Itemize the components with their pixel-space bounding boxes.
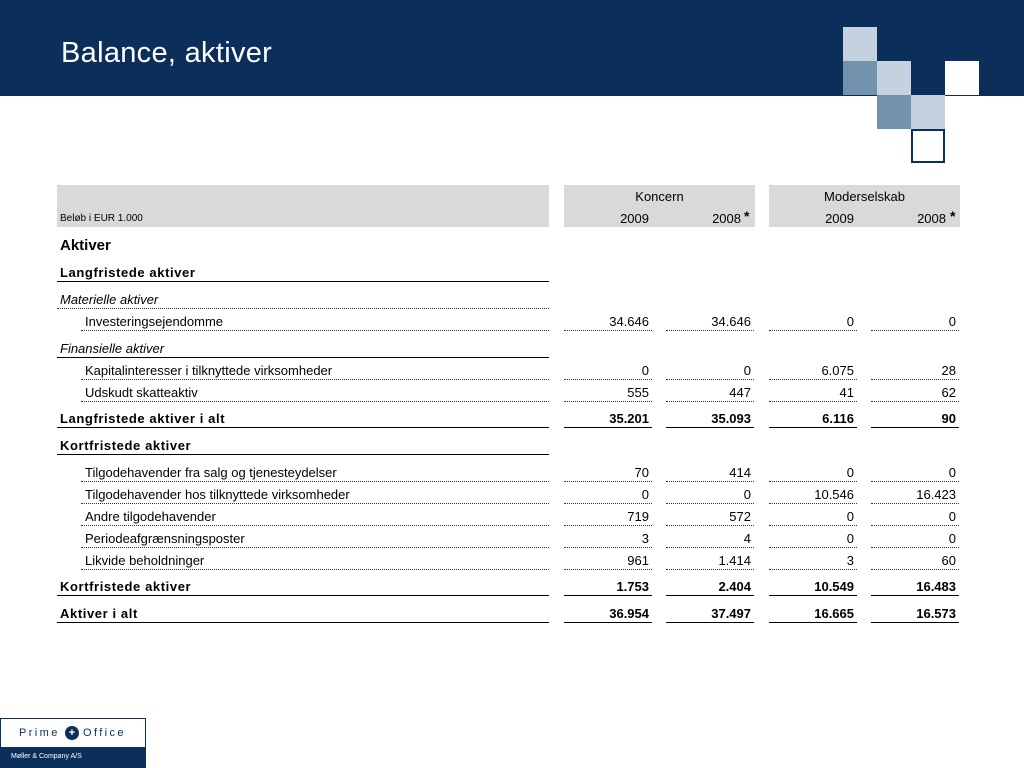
footnote-mark: * bbox=[950, 208, 956, 224]
logo-text-right: Office bbox=[83, 727, 126, 739]
row-label: Kapitalinteresser i tilknyttede virksomheder bbox=[85, 363, 333, 378]
cell-value: 2.404 bbox=[718, 579, 751, 594]
cell-value: 34.646 bbox=[711, 314, 751, 329]
row-rule bbox=[666, 401, 754, 402]
row-rule bbox=[666, 525, 754, 526]
year-header: 2009 bbox=[620, 211, 649, 226]
row-rule bbox=[57, 357, 549, 358]
row-rule bbox=[769, 481, 857, 482]
row-rule bbox=[666, 379, 754, 380]
cell-value: 0 bbox=[846, 509, 854, 524]
cell-value: 0 bbox=[846, 531, 854, 546]
row-rule bbox=[564, 595, 652, 596]
cell-value: 0 bbox=[846, 465, 854, 480]
unit-label: Beløb i EUR 1.000 bbox=[60, 213, 143, 224]
company-logo bbox=[0, 718, 146, 768]
plus-icon: + bbox=[65, 726, 79, 740]
group-header-koncern: Koncern bbox=[635, 189, 684, 204]
group-header-moderselskab: Moderselskab bbox=[824, 189, 905, 204]
cell-value: 0 bbox=[641, 487, 649, 502]
cell-value: 961 bbox=[627, 553, 649, 568]
row-rule bbox=[81, 330, 549, 331]
row-rule bbox=[57, 454, 549, 455]
row-rule bbox=[81, 379, 549, 380]
row-rule bbox=[564, 427, 652, 428]
decor-square bbox=[911, 95, 945, 129]
row-rule bbox=[666, 330, 754, 331]
cell-value: 1.753 bbox=[616, 579, 649, 594]
group-title: Kortfristede aktiver bbox=[60, 438, 192, 453]
cell-value: 555 bbox=[627, 385, 649, 400]
cell-value: 28 bbox=[941, 363, 956, 378]
row-label: Andre tilgodehavender bbox=[85, 509, 216, 524]
row-rule bbox=[666, 481, 754, 482]
decor-square-outline bbox=[911, 129, 945, 163]
row-rule bbox=[564, 503, 652, 504]
row-rule bbox=[769, 427, 857, 428]
row-rule bbox=[57, 427, 549, 428]
row-label: Tilgodehavender hos tilknyttede virksomheder bbox=[85, 487, 350, 502]
row-rule bbox=[871, 481, 959, 482]
row-rule bbox=[769, 595, 857, 596]
row-rule bbox=[564, 379, 652, 380]
row-rule bbox=[81, 401, 549, 402]
group-title: Langfristede aktiver bbox=[60, 265, 196, 280]
row-rule bbox=[564, 622, 652, 623]
row-rule bbox=[564, 330, 652, 331]
cell-value: 6.116 bbox=[822, 411, 854, 426]
cell-value: 0 bbox=[948, 465, 956, 480]
row-label: Aktiver i alt bbox=[60, 606, 138, 621]
row-rule bbox=[666, 427, 754, 428]
cell-value: 1.414 bbox=[718, 553, 751, 568]
cell-value: 10.549 bbox=[814, 579, 854, 594]
row-rule bbox=[769, 401, 857, 402]
row-rule bbox=[57, 308, 549, 309]
row-rule bbox=[666, 569, 754, 570]
cell-value: 414 bbox=[729, 465, 751, 480]
row-rule bbox=[871, 503, 959, 504]
decor-square bbox=[843, 27, 877, 61]
cell-value: 447 bbox=[729, 385, 751, 400]
logo-subtitle: Møller & Company A/S bbox=[11, 753, 82, 760]
decor-square bbox=[843, 61, 877, 95]
cell-value: 3 bbox=[846, 553, 854, 568]
cell-value: 16.665 bbox=[814, 606, 854, 621]
cell-value: 719 bbox=[627, 509, 649, 524]
row-rule bbox=[871, 525, 959, 526]
logo-text-left: Prime bbox=[19, 727, 60, 739]
row-rule bbox=[564, 569, 652, 570]
cell-value: 35.201 bbox=[609, 411, 649, 426]
row-rule bbox=[81, 569, 549, 570]
row-rule bbox=[564, 547, 652, 548]
page-title: Balance, aktiver bbox=[61, 37, 273, 69]
decor-square bbox=[945, 61, 979, 95]
cell-value: 0 bbox=[846, 314, 854, 329]
cell-value: 16.483 bbox=[916, 579, 956, 594]
decor-square bbox=[877, 95, 911, 129]
cell-value: 16.573 bbox=[916, 606, 956, 621]
row-rule bbox=[871, 401, 959, 402]
row-rule bbox=[666, 503, 754, 504]
cell-value: 36.954 bbox=[609, 606, 649, 621]
row-rule bbox=[81, 525, 549, 526]
row-rule bbox=[769, 547, 857, 548]
row-rule bbox=[871, 427, 959, 428]
subgroup-title: Materielle aktiver bbox=[60, 292, 159, 307]
row-rule bbox=[564, 481, 652, 482]
row-label: Udskudt skatteaktiv bbox=[85, 385, 198, 400]
row-rule bbox=[564, 401, 652, 402]
cell-value: 6.075 bbox=[821, 363, 854, 378]
row-label: Likvide beholdninger bbox=[85, 553, 205, 568]
cell-value: 10.546 bbox=[814, 487, 854, 502]
subgroup-title: Finansielle aktiver bbox=[60, 341, 165, 356]
cell-value: 70 bbox=[634, 465, 649, 480]
row-rule bbox=[564, 525, 652, 526]
row-rule bbox=[666, 547, 754, 548]
cell-value: 0 bbox=[641, 363, 649, 378]
logo-top bbox=[1, 719, 145, 747]
cell-value: 16.423 bbox=[916, 487, 956, 502]
decor-square bbox=[877, 61, 911, 95]
row-rule bbox=[769, 330, 857, 331]
cell-value: 90 bbox=[941, 411, 956, 426]
cell-value: 0 bbox=[743, 363, 751, 378]
year-header: 2008 bbox=[917, 211, 946, 226]
row-rule bbox=[871, 569, 959, 570]
cell-value: 0 bbox=[948, 314, 956, 329]
row-label: Langfristede aktiver i alt bbox=[60, 411, 226, 426]
cell-value: 34.646 bbox=[609, 314, 649, 329]
cell-value: 3 bbox=[641, 531, 649, 546]
row-rule bbox=[666, 595, 754, 596]
row-rule bbox=[871, 595, 959, 596]
cell-value: 0 bbox=[743, 487, 751, 502]
row-rule bbox=[769, 503, 857, 504]
cell-value: 0 bbox=[948, 531, 956, 546]
cell-value: 35.093 bbox=[711, 411, 751, 426]
row-label: Kortfristede aktiver bbox=[60, 579, 192, 594]
cell-value: 4 bbox=[743, 531, 751, 546]
cell-value: 41 bbox=[839, 385, 854, 400]
row-label: Investeringsejendomme bbox=[85, 314, 224, 329]
row-rule bbox=[769, 622, 857, 623]
cell-value: 62 bbox=[941, 385, 956, 400]
year-header: 2008 bbox=[712, 211, 741, 226]
row-rule bbox=[81, 481, 549, 482]
row-rule bbox=[57, 622, 549, 623]
row-rule bbox=[57, 595, 549, 596]
section-title: Aktiver bbox=[60, 237, 111, 254]
year-header: 2009 bbox=[825, 211, 854, 226]
row-rule bbox=[769, 379, 857, 380]
row-rule bbox=[666, 622, 754, 623]
cell-value: 0 bbox=[948, 509, 956, 524]
cell-value: 60 bbox=[941, 553, 956, 568]
row-rule bbox=[81, 503, 549, 504]
footnote-mark: * bbox=[744, 208, 750, 224]
cell-value: 37.497 bbox=[711, 606, 751, 621]
row-rule bbox=[769, 525, 857, 526]
row-label: Tilgodehavender fra salg og tjenesteydelser bbox=[85, 465, 337, 480]
cell-value: 572 bbox=[729, 509, 751, 524]
row-rule bbox=[871, 379, 959, 380]
row-rule bbox=[871, 330, 959, 331]
row-rule bbox=[769, 569, 857, 570]
row-label: Periodeafgrænsningsposter bbox=[85, 531, 245, 546]
row-rule bbox=[57, 281, 549, 282]
row-rule bbox=[81, 547, 549, 548]
row-rule bbox=[871, 622, 959, 623]
row-rule bbox=[871, 547, 959, 548]
